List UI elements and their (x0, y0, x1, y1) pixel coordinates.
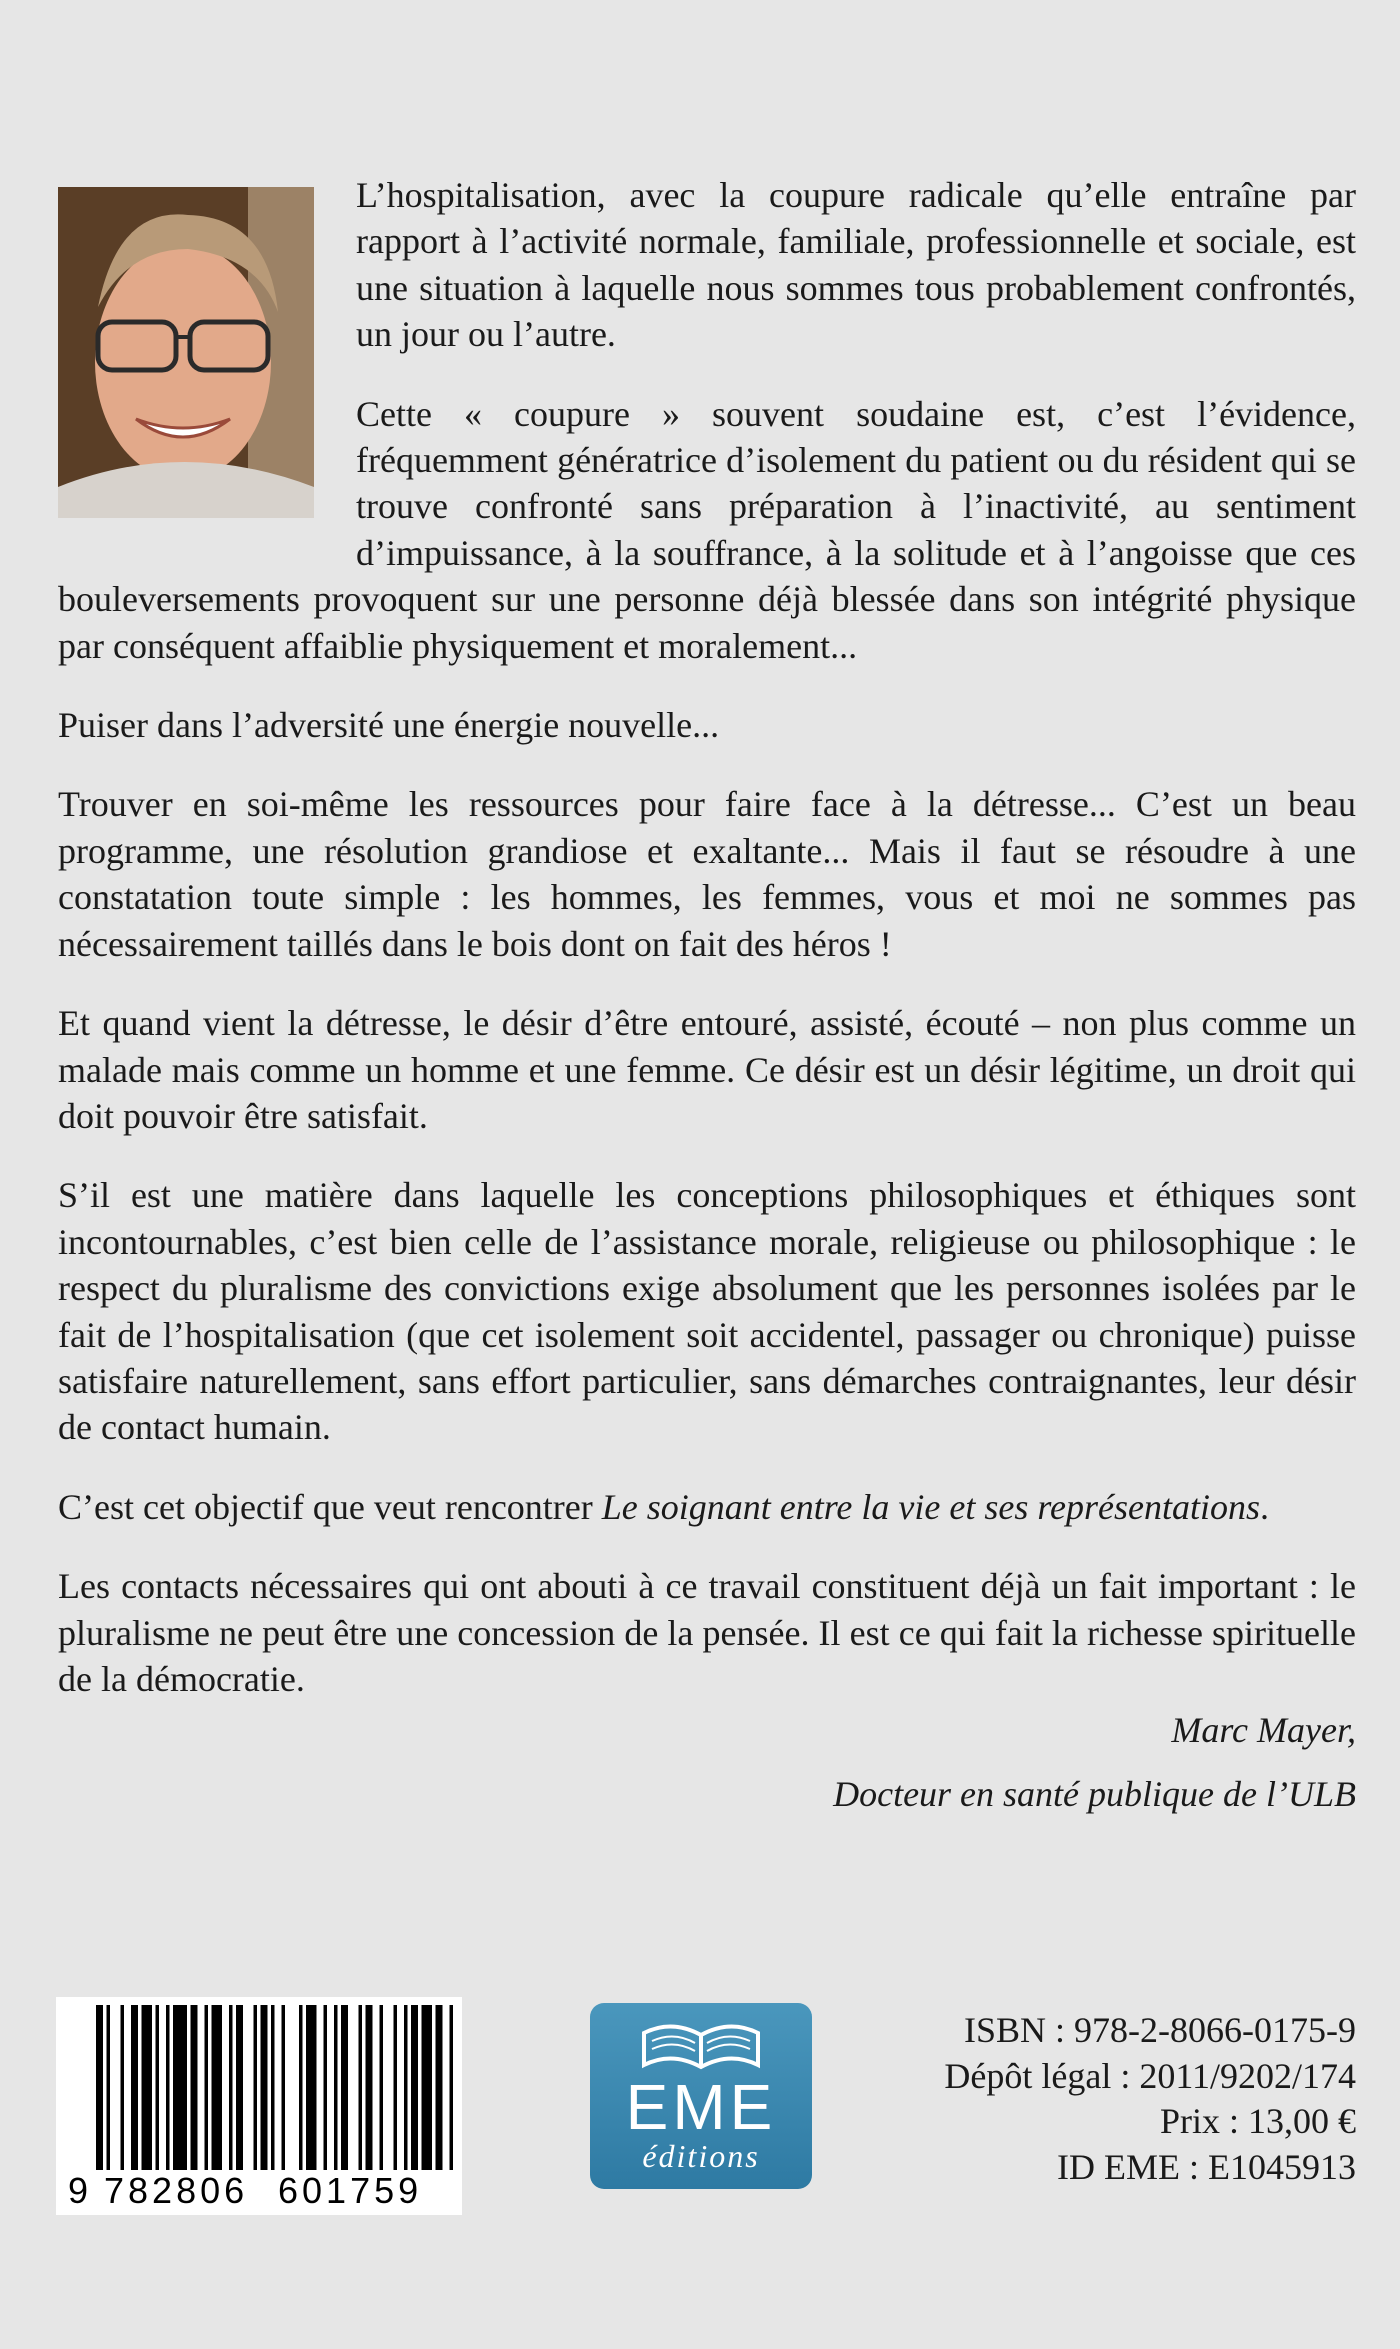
barcode-bar (422, 2005, 433, 2170)
book-title: Le soignant entre la vie et ses représentations (601, 1486, 1260, 1527)
paragraph-2: Cette « coupure » souvent soudaine est, c’est l’évidence, fréquemment génératrice d’isolement du patient ou du résident qui se trouve confronté sans préparation à l’inactivité, au sentiment d’impuissance, à la souffrance, à la solitude et à l’angoisse que ces bouleversements provoquent sur une personne déjà blessée dans son intégrité physique par conséquent affaiblie physiquement et moralement... (58, 393, 1356, 666)
paragraph-3: Puiser dans l’adversité une énergie nouvelle... (58, 705, 720, 746)
depot-legal: Dépôt légal : 2011/9202/174 (944, 2055, 1356, 2096)
publication-info (944, 2008, 1356, 2190)
id-eme: ID EME : E1045913 (1057, 2146, 1356, 2187)
barcode-bar (254, 2005, 258, 2170)
barcode-bar (156, 2005, 160, 2170)
logo-subtitle: éditions (642, 2138, 760, 2174)
paragraph-final: Les contacts nécessaires qui ont abouti à ce travail constituent déjà un fait important : le pluralisme ne peut être une concession de la pensée. Il est ce qui fait la richesse spirituelle de la démocratie. (58, 1566, 1356, 1699)
isbn: ISBN : 978-2-8066-0175-9 (964, 2010, 1356, 2050)
barcode-bar (366, 2005, 373, 2170)
barcode-bar (341, 2005, 348, 2170)
barcode-bar (436, 2005, 443, 2170)
signature-name: Marc Mayer, (1171, 1710, 1356, 1750)
barcode-bar (191, 2005, 198, 2170)
barcode-first-digit: 9 (68, 2170, 89, 2211)
signature-title: Docteur en santé publique de l’ULB (833, 1774, 1356, 1814)
barcode-bar (411, 2005, 418, 2170)
barcode-bar (121, 2005, 125, 2170)
paragraph-5: Et quand vient la détresse, le désir d’être entouré, assisté, écouté – non plus comme un malade mais comme un homme et une femme. Ce désir est un désir légitime, un droit qui doit pouvoir être satisfait. (58, 1003, 1356, 1136)
barcode-bar (299, 2005, 303, 2170)
barcode-bar (334, 2005, 338, 2170)
paragraph-4: Trouver en soi-même les ressources pour faire face à la détresse... C’est un beau programme, une résolution grandiose et exaltante... Mais il faut se résoudre à une constatation toute simple : les hommes, les femmes, vous et moi ne sommes pas nécessairement taillés dans le bois dont on fait des héros ! (58, 784, 1356, 964)
barcode-bar (261, 2005, 268, 2170)
barcode-bar (212, 2005, 223, 2170)
barcode-graphic (56, 1997, 462, 2215)
publisher-logo (590, 2003, 812, 2189)
paragraph-6: S’il est une matière dans laquelle les conceptions philosophiques et éthiques sont incontournables, c’est bien celle de l’assistance morale, religieuse ou philosophique : le respect du pluralisme des convictions exige absolument que les personnes isolées par le fait de l’hospitalisation (que cet isolement soit accidentel, passager ou chronique) puisse satisfaire naturellement, sans effort particulier, sans démarches contraignantes, leur désir de contact humain. (58, 1175, 1356, 1448)
barcode-bar (107, 2005, 111, 2170)
barcode-bar (359, 2005, 363, 2170)
barcode-bar (96, 2005, 103, 2170)
barcode-bar (229, 2005, 233, 2170)
barcode-bar (236, 2005, 243, 2170)
barcode-group-2: 601759 (278, 2170, 423, 2211)
signature (833, 1707, 1356, 1817)
barcode-bar (306, 2005, 317, 2170)
barcode-bar (282, 2005, 286, 2170)
photo-spacer (58, 172, 356, 544)
isbn-barcode (56, 1997, 462, 2215)
barcode-bar (394, 2005, 398, 2170)
barcode-bar (271, 2005, 275, 2170)
barcode-bar (173, 2005, 187, 2170)
barcode-bars (96, 2005, 453, 2170)
back-cover-text (58, 172, 1356, 1735)
price: Prix : 13,00 € (1159, 2101, 1356, 2141)
paragraph-objective (58, 1484, 1356, 1530)
barcode-bar (380, 2005, 384, 2170)
objective-text-after: . (1260, 1486, 1269, 1527)
barcode-bar (404, 2005, 408, 2170)
barcode-group-1: 782806 (104, 2170, 249, 2211)
objective-text-before: C’est cet objectif que veut rencontrer (58, 1486, 602, 1527)
barcode-bar (450, 2005, 454, 2170)
barcode-bar (205, 2005, 209, 2170)
logo-name: EME (625, 2071, 777, 2143)
barcode-bar (142, 2005, 153, 2170)
open-book-icon (640, 2019, 762, 2071)
barcode-bar (131, 2005, 138, 2170)
paragraph-1: L’hospitalisation, avec la coupure radicale qu’elle entraîne par rapport à l’activité normale, familiale, professionnelle et sociale, est une situation à laquelle nous sommes tous probablement confrontés, un jour ou l’autre. (356, 175, 1356, 355)
barcode-bar (166, 2005, 170, 2170)
barcode-bar (324, 2005, 328, 2170)
